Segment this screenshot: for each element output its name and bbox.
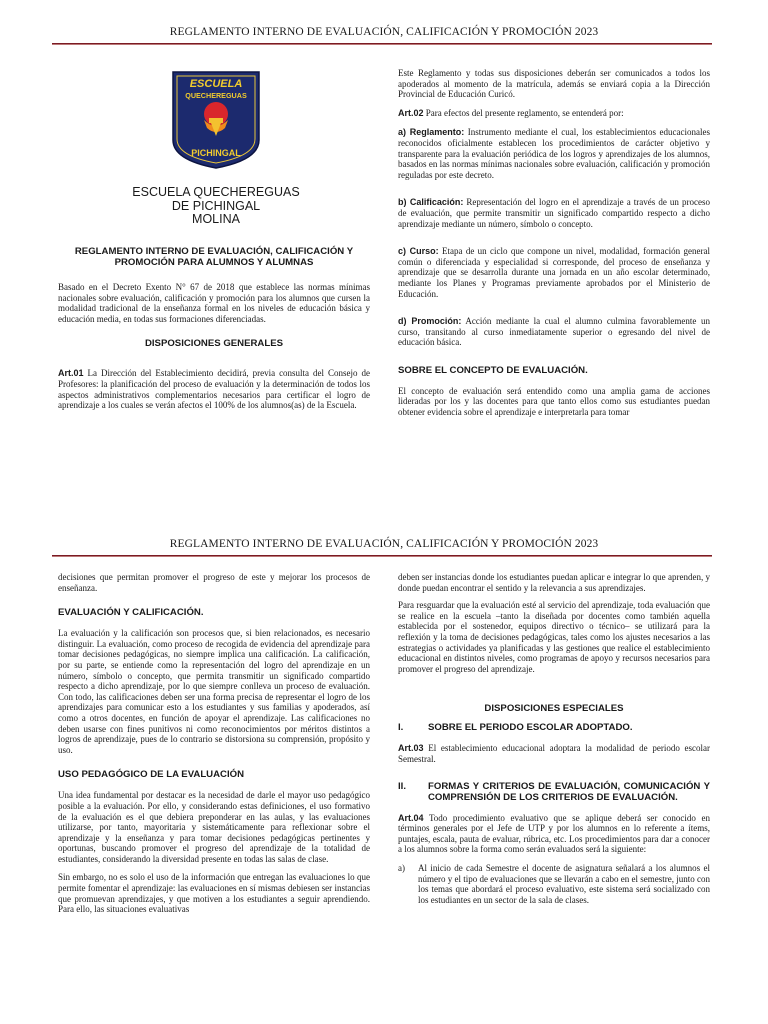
communication-paragraph: Este Reglamento y todas sus disposiciones deberán ser comunicados a todos los apoderados al momento de la matrícula, además se enviará copia a la Dirección Provincial de Educación Curicó. [398,68,710,100]
page2-left-column [58,572,370,915]
section-heading-pedagogical-use: USO PEDAGÓGICO DE LA EVALUACIÓN [58,769,245,781]
doc-title-line1: REGLAMENTO INTERNO DE EVALUACIÓN, CALIFICACIÓN Y [74,246,354,257]
subsection-i-number: I. [398,722,404,734]
definition-a-label: a) Reglamento: [398,127,465,138]
school-name-line3: MOLINA [192,212,240,226]
section-heading-special: DISPOSICIONES ESPECIALES [484,703,624,715]
definition-c [398,246,710,299]
section-heading-evaluation-grading: EVALUACIÓN Y CALIFICACIÓN. [58,607,204,619]
continuation-paragraph: decisiones que permitan promover el progreso de este y mejorar los procesos de enseñanza. [58,572,370,593]
doc-title-line2: PROMOCIÓN PARA ALUMNOS Y ALUMNAS [114,257,314,268]
article-03 [398,743,710,764]
subsection-ii-number: II. [398,780,406,792]
page1-left-column [58,246,370,411]
document-page-2 [0,512,768,1024]
section-heading-general: DISPOSICIONES GENERALES [144,338,284,350]
header-rule [52,555,712,557]
definition-d [398,316,710,348]
article-04 [398,813,710,855]
logo-text-top: ESCUELA [189,78,243,90]
definition-a [398,127,710,180]
page1-right-column [398,68,710,418]
definition-a-text: Instrumento mediante el cual, los establecimientos educacionales reconocidos oficialmente establecen los procedimientos de carácter objetivo y transparente para la evaluación periódica de los logros y aprendizajes de los alumnos, basados en las normas mínimas nacionales sobre evaluación, calificación y promoción reguladas por este decreto. [398,127,711,180]
section-heading-evaluation-concept: SOBRE EL CONCEPTO DE EVALUACIÓN. [398,364,588,376]
article-04-item-a [398,863,710,905]
article-02 [398,108,710,119]
page-header: REGLAMENTO INTERNO DE EVALUACIÓN, CALIFICACIÓN Y PROMOCIÓN 2023 [169,538,599,550]
pedagogical-use-paragraph-1: Una idea fundamental por destacar es la necesidad de darle el mayor uso pedagógico posible a la evaluación. Por ello, y considerando estas definiciones, el uso formativo de la evaluación es el que debiera preponderar en las aulas, y las evaluaciones utilizarse, por tanto, mayoritaria y sistemáticamente para reflexionar sobre el aprendizaje y la enseñanza y para tomar decisiones pedagógicas pertinentes y oportunas, buscando promover el progreso del aprendizaje de la totalidad de estudiantes, considerando la diversidad presente en todas las salas de clase. [58,790,370,864]
definition-d-text: Acción mediante la cual el alumno culmina favorablemente un curso, transitando al curso inmediatamente superior o egresando del nivel de educación básica. [398,316,711,348]
subsection-ii-title: FORMAS Y CRITERIOS DE EVALUACIÓN, COMUNICACIÓN Y COMPRENSIÓN DE LOS CRITERIOS DE EVALUACIÓN. [428,780,710,803]
safeguard-paragraph: Para resguardar que la evaluación esté al servicio del aprendizaje, toda evaluación que se realice en la escuela –tanto la diseñada por docentes como también aquella establecida por el sostenedor, equipos directivo o técnico– se utilizará para la reflexión y la toma de decisiones pedagógicas, tales como los ajustes necesarios a las estrategias o actividades ya planificadas y las gestiones que realice el establecimiento educacional en distintos niveles, como programas de apoyo y recursos necesarios para promover el progreso del aprendizaje. [398,600,710,674]
article-04-text: Todo procedimiento evaluativo que se aplique deberá ser conocido en términos generales por el Jefe de UTP y por los alumnos en lo referente a ítems, puntajes, escala, pauta de evaluar, rúbrica, etc. Los procedimientos para dar a conocer a los alumnos sobre la forma como serán evaluados será la siguiente: [398,812,710,855]
school-crest-logo [171,70,261,170]
definition-b-label: b) Calificación: [398,197,464,208]
definition-c-label: c) Curso: [398,246,439,257]
evaluation-grading-paragraph: La evaluación y la calificación son procesos que, si bien relacionados, es necesario distinguir. La evaluación, como proceso de recogida de evidencia del aprendizaje para tomar decisiones pedagógicas, no siempre implica una calificación. La calificación, por su parte, se entiende como la representación del logro del aprendizaje en un número, símbolo o concepto, que permita transmitir un significado compartido respecto a dicho aprendizaje, por lo que siempre conlleva un proceso de evaluación. Con todo, las calificaciones deben ser una forma precisa de representar el logro de los aprendizajes para comunicar esto a los estudiantes y sus familias y apoderados, así como a otros docentes, en función de apoyar el aprendizaje. Las calificaciones no deben usarse con fines punitivos ni como reconocimientos por méritos distintos a logros de aprendizaje, pues de lo contrario se distorsiona su comprensión, propósito y uso. [58,628,370,755]
article-03-number: Art.03 [398,743,424,754]
subsection-i-title: SOBRE EL PERIODO ESCOLAR ADOPTADO. [428,722,633,734]
subsection-i [398,722,710,733]
definition-b [398,197,710,229]
item-a-text: Al inicio de cada Semestre el docente de asignatura señalará a los alumnos el número y el tipo de evaluaciones que se llevarán a cabo en el semestre, junto con los temas que abordará el proceso evaluativo, este sistema será socializado con los estudiantes en un sector de la sala de clases. [418,862,710,905]
article-04-number: Art.04 [398,812,424,823]
school-name-line2: DE PICHINGAL [171,198,261,213]
article-01-text: La Dirección del Establecimiento decidirá, previa consulta del Consejo de Profesores: la planificación del proceso de evaluación y la determinación de todos los aspectos administrativos complementarios necesarios para certificar el logro de aprendizaje a los cuales se verán afectos el 100% de los alumnos(as) de la Escuela. [58,368,370,411]
pedagogical-use-paragraph-2: Sin embargo, no es solo el uso de la información que entregan las evaluaciones lo que permite fomentar el aprendizaje: las evaluaciones en sí mismas debiesen ser instancias que promuevan aprendizajes, y que motiven a los estudiantes a seguir aprendiendo. Para ello, las situaciones evaluativas [58,872,370,915]
intro-paragraph: Basado en el Decreto Exento N° 67 de 2018 que establece las normas mínimas nacionales sobre evaluación, calificación y promoción para los alumnos que cursen la modalidad tradicional de la enseñanza formal en los niveles de educación básica y educación media, en todas sus formaciones diferenciadas. [58,282,370,324]
learning-instances-paragraph: deben ser instancias donde los estudiantes puedan aplicar e integrar lo que aprenden, y donde puedan encontrar el sentido y la relevancia a sus aprendizajes. [398,572,710,593]
page-header: REGLAMENTO INTERNO DE EVALUACIÓN, CALIFICACIÓN Y PROMOCIÓN 2023 [169,26,599,38]
article-02-text: Para efectos del presente reglamento, se entenderá por: [423,107,624,118]
page2-right-column [398,572,710,905]
article-01 [58,368,370,410]
logo-text-middle: QUECHEREGUAS [185,91,247,100]
header-rule [52,43,712,45]
school-name-block [120,186,312,227]
article-03-text: El establecimiento educacional adoptara la modalidad de periodo escolar Semestral. [398,743,710,764]
definition-d-label: d) Promoción: [398,316,462,327]
subsection-ii [398,781,710,803]
definition-b-text: Representación del logro en el aprendizaje a través de un proceso de evaluación, que permite transmitir un significado compartido respecto a dicho aprendizaje mediante un número, símbolo o concepto. [398,197,710,229]
article-02-number: Art.02 [398,107,424,118]
evaluation-concept-paragraph: El concepto de evaluación será entendido como una amplia gama de acciones lideradas por los y las docentes para que tanto ellos como sus estudiantes puedan obtener evidencia sobre el aprendizaje e interpretarla para tomar [398,385,710,418]
school-name-line1: ESCUELA QUECHEREGUAS [132,185,300,199]
article-01-number: Art.01 [58,368,84,379]
item-a-label: a) [398,862,405,873]
logo-text-bottom: PICHINGAL [191,148,241,158]
definition-c-text: Etapa de un ciclo que compone un nivel, modalidad, formación general común o diferenciada y especialidad si corresponde, del proceso de enseñanza y aprendizaje que se desarrolla durante una jornada en un año escolar determinado, mediante los Planes y Programas previamente aprobados por el Ministerio de Educación. [398,246,710,299]
